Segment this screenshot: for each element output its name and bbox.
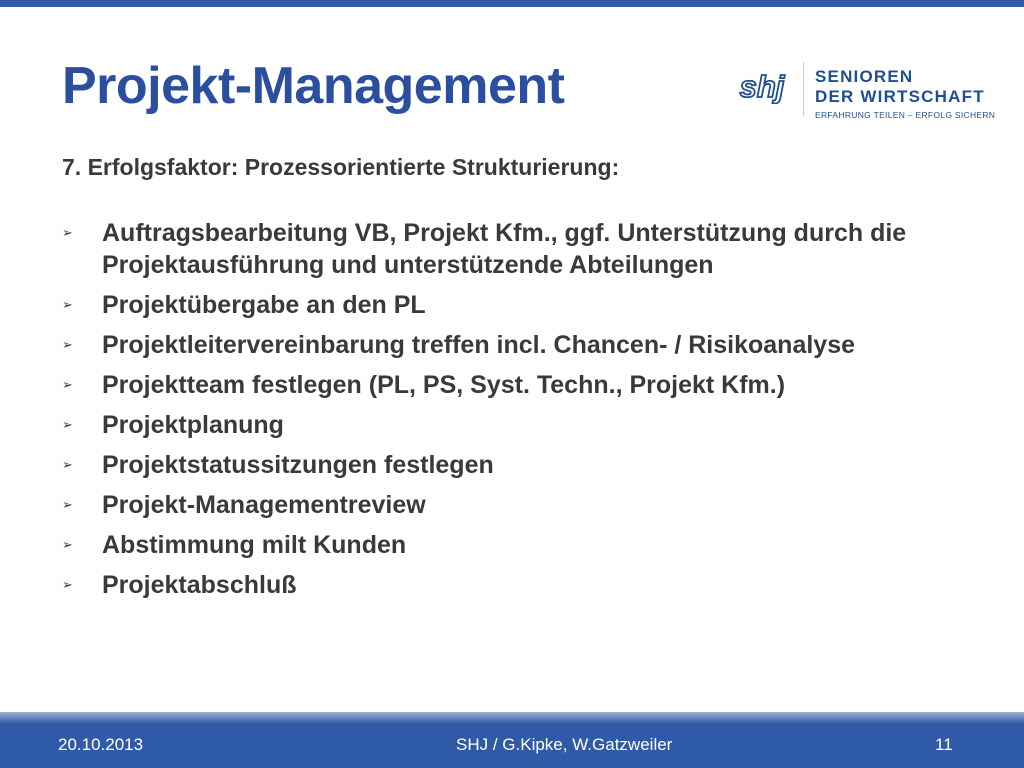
bullet-text: Projektplanung <box>102 411 284 439</box>
footer-author: SHJ / G.Kipke, W.Gatzweiler <box>456 735 673 754</box>
bullet-item <box>62 409 992 441</box>
arrow-right-icon: ➢ <box>62 337 73 352</box>
bullet-text: Projektstatussitzungen festlegen <box>102 451 494 479</box>
bullet-item <box>62 289 992 321</box>
bullet-text: Projektabschluß <box>102 571 297 599</box>
svg-text:shj: shj <box>739 69 785 104</box>
footer-gradient <box>0 712 1024 724</box>
bullet-item <box>62 369 992 401</box>
arrow-right-icon: ➢ <box>62 497 73 512</box>
top-accent-bar <box>0 0 1024 7</box>
bullet-text: Projektteam festlegen (PL, PS, Syst. Techn., Projekt Kfm.) <box>102 371 786 399</box>
slide-title: Projekt-Management <box>62 57 565 115</box>
arrow-right-icon: ➢ <box>62 297 73 312</box>
bullet-text: Projektübergabe an den PL <box>102 291 426 319</box>
bullet-text: Projektleitervereinbarung treffen incl. Chancen- / Risikoanalyse <box>102 331 856 359</box>
arrow-right-icon: ➢ <box>62 377 73 392</box>
bullet-list <box>62 217 992 609</box>
logo-wordmark <box>815 67 995 120</box>
logo-divider <box>803 62 804 116</box>
shj-logo-mark <box>733 68 791 104</box>
bullet-item <box>62 569 992 601</box>
arrow-right-icon: ➢ <box>62 577 73 592</box>
bullet-text: Abstimmung milt Kunden <box>102 531 407 559</box>
arrow-right-icon: ➢ <box>62 537 73 552</box>
bullet-item <box>62 529 992 561</box>
bullet-text: Auftragsbearbeitung VB, Projekt Kfm., ggf. Unterstützung durch die Projektausführung und unterstützende Abteilungen <box>102 219 907 279</box>
arrow-right-icon: ➢ <box>62 417 73 432</box>
arrow-right-icon: ➢ <box>62 225 73 240</box>
arrow-right-icon: ➢ <box>62 457 73 472</box>
footer-bar <box>0 724 1024 768</box>
slide-footer <box>0 712 1024 768</box>
bullet-text: Projekt-Managementreview <box>102 491 426 519</box>
logo-tagline: ERFAHRUNG TEILEN – ERFOLG SICHERN <box>815 110 996 120</box>
footer-page-number: 11 <box>935 735 953 754</box>
organization-logo <box>733 62 996 122</box>
footer-date: 20.10.2013 <box>58 735 144 754</box>
slide-subtitle: 7. Erfolgsfaktor: Prozessorientierte Strukturierung: <box>62 154 620 180</box>
bullet-item <box>62 449 992 481</box>
bullet-item <box>62 217 992 281</box>
logo-line-1: SENIOREN <box>815 67 914 86</box>
bullet-item <box>62 489 992 521</box>
bullet-item <box>62 329 992 361</box>
logo-line-2: DER WIRTSCHAFT <box>815 87 985 106</box>
